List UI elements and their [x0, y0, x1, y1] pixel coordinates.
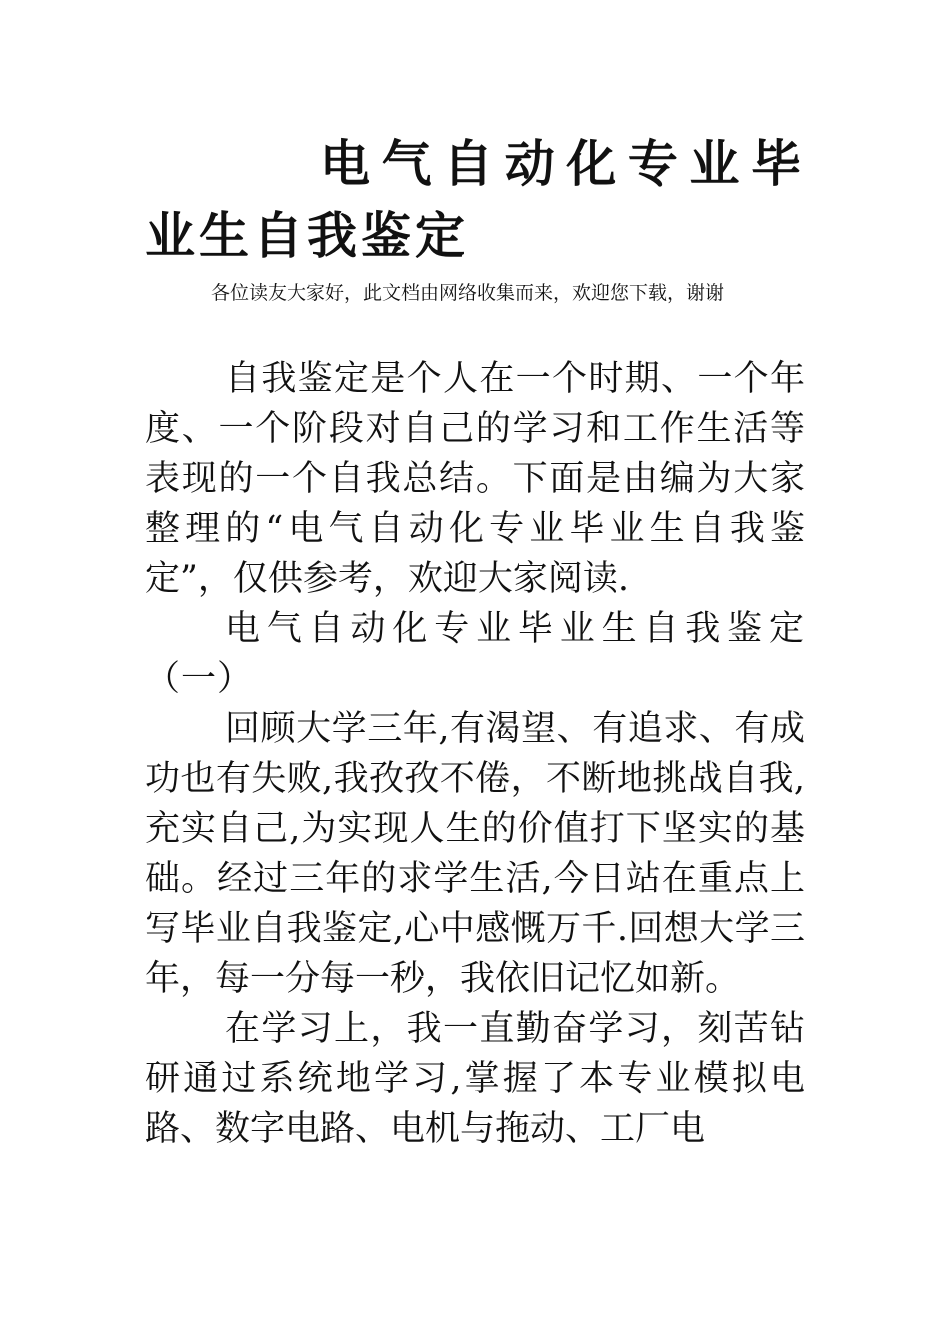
document-body	[145, 354, 805, 1154]
review-paragraph: 回顾大学三年,有渴望、有追求、有成功也有失败,我孜孜不倦，不断地挑战自我,充实自己,为实现人生的价值打下坚实的基础。经过三年的求学生活,今日站在重点上写毕业自我鉴定,心中感慨万千.回想大学三年，每一分每一秒，我依旧记忆如新。	[145, 709, 805, 999]
section-heading: 电气自动化专业毕业生自我鉴定（一）	[145, 609, 805, 699]
intro-paragraph: 自我鉴定是个人在一个时期、一个年度、一个阶段对自己的学习和工作生活等表现的一个自我总结。下面是由编为大家整理的“电气自动化专业毕业生自我鉴定”，仅供参考，欢迎大家阅读.	[145, 359, 805, 599]
download-note: 各位读友大家好，此文档由网络收集而来，欢迎您下载，谢谢	[211, 282, 725, 304]
study-paragraph: 在学习上，我一直勤奋学习，刻苦钻研通过系统地学习,掌握了本专业模拟电路、数字电路、电机与拖动、工厂电	[145, 1009, 805, 1149]
document-title: 电气自动化专业毕业生自我鉴定	[145, 134, 805, 265]
document-page	[145, 128, 805, 1154]
